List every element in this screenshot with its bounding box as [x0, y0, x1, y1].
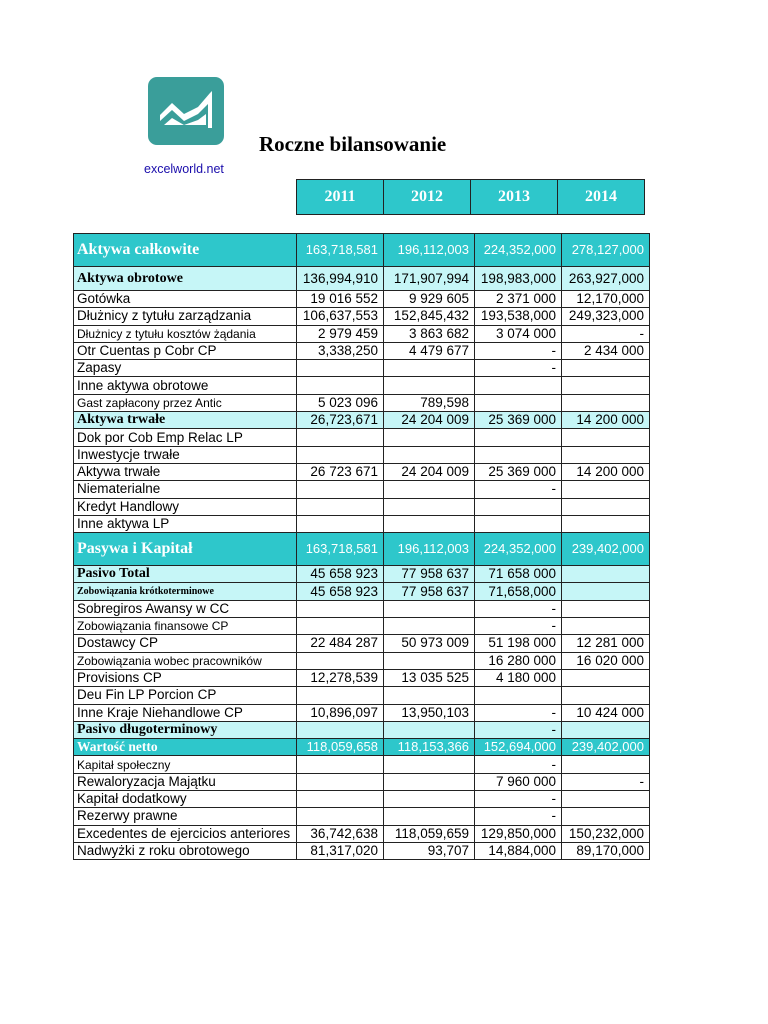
cell-2014: [562, 481, 650, 498]
cell-2012: 24 204 009: [384, 463, 475, 480]
cell-2011: [297, 687, 384, 704]
cell-2014: [562, 618, 650, 635]
cell-2014: 89,170,000: [562, 842, 650, 859]
cell-2012: [384, 791, 475, 808]
cell-2012: [384, 721, 475, 738]
cell-2014: [562, 687, 650, 704]
cell-2012: [384, 360, 475, 377]
cell-2013: -: [475, 791, 562, 808]
cell-2013: -: [475, 360, 562, 377]
cell-2011: 136,994,910: [297, 267, 384, 291]
cell-2014: [562, 600, 650, 617]
cell-2014: -: [562, 325, 650, 342]
cell-2012: [384, 481, 475, 498]
cell-2011: [297, 360, 384, 377]
cell-2014: [562, 377, 650, 394]
table-row: [74, 583, 650, 600]
row-label: Provisions CP: [74, 669, 297, 686]
cell-2011: 3,338,250: [297, 342, 384, 359]
row-label: Aktywa obrotowe: [74, 267, 297, 291]
cell-2014: 2 434 000: [562, 342, 650, 359]
cell-2011: [297, 756, 384, 773]
table-row: [74, 342, 650, 359]
row-label: Deu Fin LP Porcion CP: [74, 687, 297, 704]
cell-2013: 152,694,000: [475, 739, 562, 756]
cell-2011: 22 484 287: [297, 635, 384, 652]
cell-2013: -: [475, 342, 562, 359]
chart-area-icon: [148, 77, 224, 145]
row-label: Zobowiązania krótkoterminowe: [74, 583, 297, 600]
cell-2012: 196,112,003: [384, 234, 475, 267]
cell-2013: [475, 498, 562, 515]
cell-2012: 118,059,659: [384, 825, 475, 842]
row-label: Zobowiązania finansowe CP: [74, 618, 297, 635]
cell-2014: [562, 446, 650, 463]
table-row: [74, 669, 650, 686]
cell-2011: 10,896,097: [297, 704, 384, 721]
cell-2013: 224,352,000: [475, 533, 562, 566]
table-row: [74, 515, 650, 532]
table-row: [74, 394, 650, 411]
cell-2012: [384, 446, 475, 463]
table-row: [74, 234, 650, 267]
cell-2011: 19 016 552: [297, 291, 384, 308]
table-row: [74, 825, 650, 842]
cell-2013: 2 371 000: [475, 291, 562, 308]
cell-2014: 239,402,000: [562, 739, 650, 756]
cell-2013: 3 074 000: [475, 325, 562, 342]
cell-2012: [384, 773, 475, 790]
year-2014: 2014: [558, 180, 645, 215]
cell-2013: [475, 394, 562, 411]
cell-2012: [384, 652, 475, 669]
cell-2012: 77 958 637: [384, 566, 475, 583]
cell-2014: 12 281 000: [562, 635, 650, 652]
cell-2014: 12,170,000: [562, 291, 650, 308]
cell-2014: 16 020 000: [562, 652, 650, 669]
table-row: [74, 325, 650, 342]
cell-2013: [475, 377, 562, 394]
cell-2012: 118,153,366: [384, 739, 475, 756]
row-label: Sobregiros Awansy w CC: [74, 600, 297, 617]
table-row: [74, 773, 650, 790]
cell-2013: 25 369 000: [475, 412, 562, 429]
row-label: Inne aktywa LP: [74, 515, 297, 532]
cell-2013: 16 280 000: [475, 652, 562, 669]
row-label: Inwestycje trwałe: [74, 446, 297, 463]
cell-2014: 14 200 000: [562, 463, 650, 480]
row-label: Zobowiązania wobec pracowników: [74, 652, 297, 669]
cell-2013: 129,850,000: [475, 825, 562, 842]
cell-2011: 26 723 671: [297, 463, 384, 480]
cell-2011: 163,718,581: [297, 533, 384, 566]
cell-2013: 25 369 000: [475, 463, 562, 480]
page-title: Roczne bilansowanie: [259, 132, 447, 156]
table-row: [74, 566, 650, 583]
table-row: [74, 600, 650, 617]
cell-2013: -: [475, 721, 562, 738]
cell-2012: [384, 618, 475, 635]
cell-2012: [384, 808, 475, 825]
row-label: Gast zapłacony przez Antic: [74, 394, 297, 411]
cell-2014: [562, 498, 650, 515]
table-row: [74, 377, 650, 394]
cell-2013: 224,352,000: [475, 234, 562, 267]
cell-2013: 14,884,000: [475, 842, 562, 859]
cell-2014: [562, 808, 650, 825]
table-row: [74, 446, 650, 463]
cell-2012: 196,112,003: [384, 533, 475, 566]
cell-2011: 45 658 923: [297, 566, 384, 583]
cell-2014: 249,323,000: [562, 308, 650, 325]
cell-2013: 193,538,000: [475, 308, 562, 325]
cell-2011: [297, 600, 384, 617]
cell-2012: 4 479 677: [384, 342, 475, 359]
table-row: [74, 360, 650, 377]
cell-2014: [562, 583, 650, 600]
row-label: Pasivo Total: [74, 566, 297, 583]
table-row: [74, 739, 650, 756]
cell-2012: 9 929 605: [384, 291, 475, 308]
row-label: Nadwyżki z roku obrotowego: [74, 842, 297, 859]
row-label: Niematerialne: [74, 481, 297, 498]
cell-2011: [297, 429, 384, 446]
row-label: Kapitał dodatkowy: [74, 791, 297, 808]
table-row: [74, 791, 650, 808]
row-label: Pasivo długoterminowy: [74, 721, 297, 738]
cell-2011: 12,278,539: [297, 669, 384, 686]
table-row: [74, 498, 650, 515]
cell-2011: [297, 721, 384, 738]
cell-2012: [384, 687, 475, 704]
cell-2013: -: [475, 808, 562, 825]
year-header: [296, 179, 645, 215]
cell-2012: 13 035 525: [384, 669, 475, 686]
cell-2013: -: [475, 600, 562, 617]
cell-2011: 81,317,020: [297, 842, 384, 859]
cell-2011: 2 979 459: [297, 325, 384, 342]
cell-2013: -: [475, 756, 562, 773]
table-row: [74, 635, 650, 652]
cell-2011: [297, 446, 384, 463]
row-label: Kapitał społeczny: [74, 756, 297, 773]
cell-2011: 106,637,553: [297, 308, 384, 325]
row-label: Dłużnicy z tytułu kosztów żądania: [74, 325, 297, 342]
cell-2011: 118,059,658: [297, 739, 384, 756]
cell-2011: [297, 498, 384, 515]
row-label: Excedentes de ejercicios anteriores: [74, 825, 297, 842]
cell-2011: [297, 808, 384, 825]
row-label: Aktywa trwałe: [74, 463, 297, 480]
cell-2013: 198,983,000: [475, 267, 562, 291]
table-row: [74, 463, 650, 480]
cell-2011: [297, 791, 384, 808]
cell-2012: 93,707: [384, 842, 475, 859]
cell-2013: [475, 687, 562, 704]
cell-2014: [562, 394, 650, 411]
cell-2014: [562, 360, 650, 377]
cell-2012: [384, 756, 475, 773]
cell-2011: [297, 652, 384, 669]
cell-2012: [384, 377, 475, 394]
cell-2011: [297, 618, 384, 635]
cell-2012: [384, 600, 475, 617]
year-2012: 2012: [384, 180, 471, 215]
cell-2012: 24 204 009: [384, 412, 475, 429]
cell-2013: -: [475, 704, 562, 721]
cell-2012: [384, 498, 475, 515]
cell-2012: [384, 515, 475, 532]
table-row: [74, 652, 650, 669]
table-row: [74, 429, 650, 446]
cell-2014: [562, 791, 650, 808]
year-2011: 2011: [297, 180, 384, 215]
row-label: Rewaloryzacja Majątku: [74, 773, 297, 790]
cell-2013: 71 658 000: [475, 566, 562, 583]
cell-2012: 3 863 682: [384, 325, 475, 342]
balance-sheet-table: [73, 233, 650, 860]
table-row: [74, 481, 650, 498]
row-label: Rezerwy prawne: [74, 808, 297, 825]
row-label: Otr Cuentas p Cobr CP: [74, 342, 297, 359]
cell-2011: [297, 773, 384, 790]
cell-2014: [562, 721, 650, 738]
row-label: Inne aktywa obrotowe: [74, 377, 297, 394]
cell-2012: [384, 429, 475, 446]
cell-2012: 50 973 009: [384, 635, 475, 652]
row-label: Gotówka: [74, 291, 297, 308]
cell-2014: [562, 756, 650, 773]
row-label: Aktywa całkowite: [74, 234, 297, 267]
cell-2014: 263,927,000: [562, 267, 650, 291]
cell-2011: 163,718,581: [297, 234, 384, 267]
cell-2011: [297, 481, 384, 498]
cell-2013: 4 180 000: [475, 669, 562, 686]
cell-2011: [297, 377, 384, 394]
cell-2012: 789,598: [384, 394, 475, 411]
cell-2014: 278,127,000: [562, 234, 650, 267]
cell-2012: 13,950,103: [384, 704, 475, 721]
cell-2011: [297, 515, 384, 532]
row-label: Wartość netto: [74, 739, 297, 756]
cell-2012: 152,845,432: [384, 308, 475, 325]
cell-2013: 71,658,000: [475, 583, 562, 600]
row-label: Pasywa i Kapitał: [74, 533, 297, 566]
table-row: [74, 267, 650, 291]
table-row: [74, 704, 650, 721]
cell-2013: [475, 446, 562, 463]
cell-2013: -: [475, 481, 562, 498]
row-label: Dłużnicy z tytułu zarządzania: [74, 308, 297, 325]
year-2013: 2013: [471, 180, 558, 215]
cell-2013: 51 198 000: [475, 635, 562, 652]
row-label: Zapasy: [74, 360, 297, 377]
table-row: [74, 756, 650, 773]
cell-2013: [475, 429, 562, 446]
row-label: Dok por Cob Emp Relac LP: [74, 429, 297, 446]
cell-2014: [562, 429, 650, 446]
cell-2014: -: [562, 773, 650, 790]
row-label: Kredyt Handlowy: [74, 498, 297, 515]
cell-2014: 10 424 000: [562, 704, 650, 721]
cell-2011: 45 658 923: [297, 583, 384, 600]
logo: [148, 77, 224, 145]
table-row: [74, 842, 650, 859]
cell-2014: [562, 515, 650, 532]
table-row: [74, 291, 650, 308]
cell-2012: 77 958 637: [384, 583, 475, 600]
table-row: [74, 721, 650, 738]
table-row: [74, 618, 650, 635]
cell-2014: 150,232,000: [562, 825, 650, 842]
table-row: [74, 533, 650, 566]
cell-2011: 26,723,671: [297, 412, 384, 429]
table-row: [74, 808, 650, 825]
cell-2012: 171,907,994: [384, 267, 475, 291]
cell-2014: 14 200 000: [562, 412, 650, 429]
table-row: [74, 687, 650, 704]
cell-2014: [562, 669, 650, 686]
cell-2014: 239,402,000: [562, 533, 650, 566]
row-label: Aktywa trwałe: [74, 412, 297, 429]
website-link[interactable]: excelworld.net: [144, 162, 224, 176]
row-label: Dostawcy CP: [74, 635, 297, 652]
cell-2013: [475, 515, 562, 532]
cell-2013: 7 960 000: [475, 773, 562, 790]
cell-2011: 36,742,638: [297, 825, 384, 842]
row-label: Inne Kraje Niehandlowe CP: [74, 704, 297, 721]
cell-2013: -: [475, 618, 562, 635]
table-row: [74, 412, 650, 429]
cell-2011: 5 023 096: [297, 394, 384, 411]
cell-2014: [562, 566, 650, 583]
table-row: [74, 308, 650, 325]
